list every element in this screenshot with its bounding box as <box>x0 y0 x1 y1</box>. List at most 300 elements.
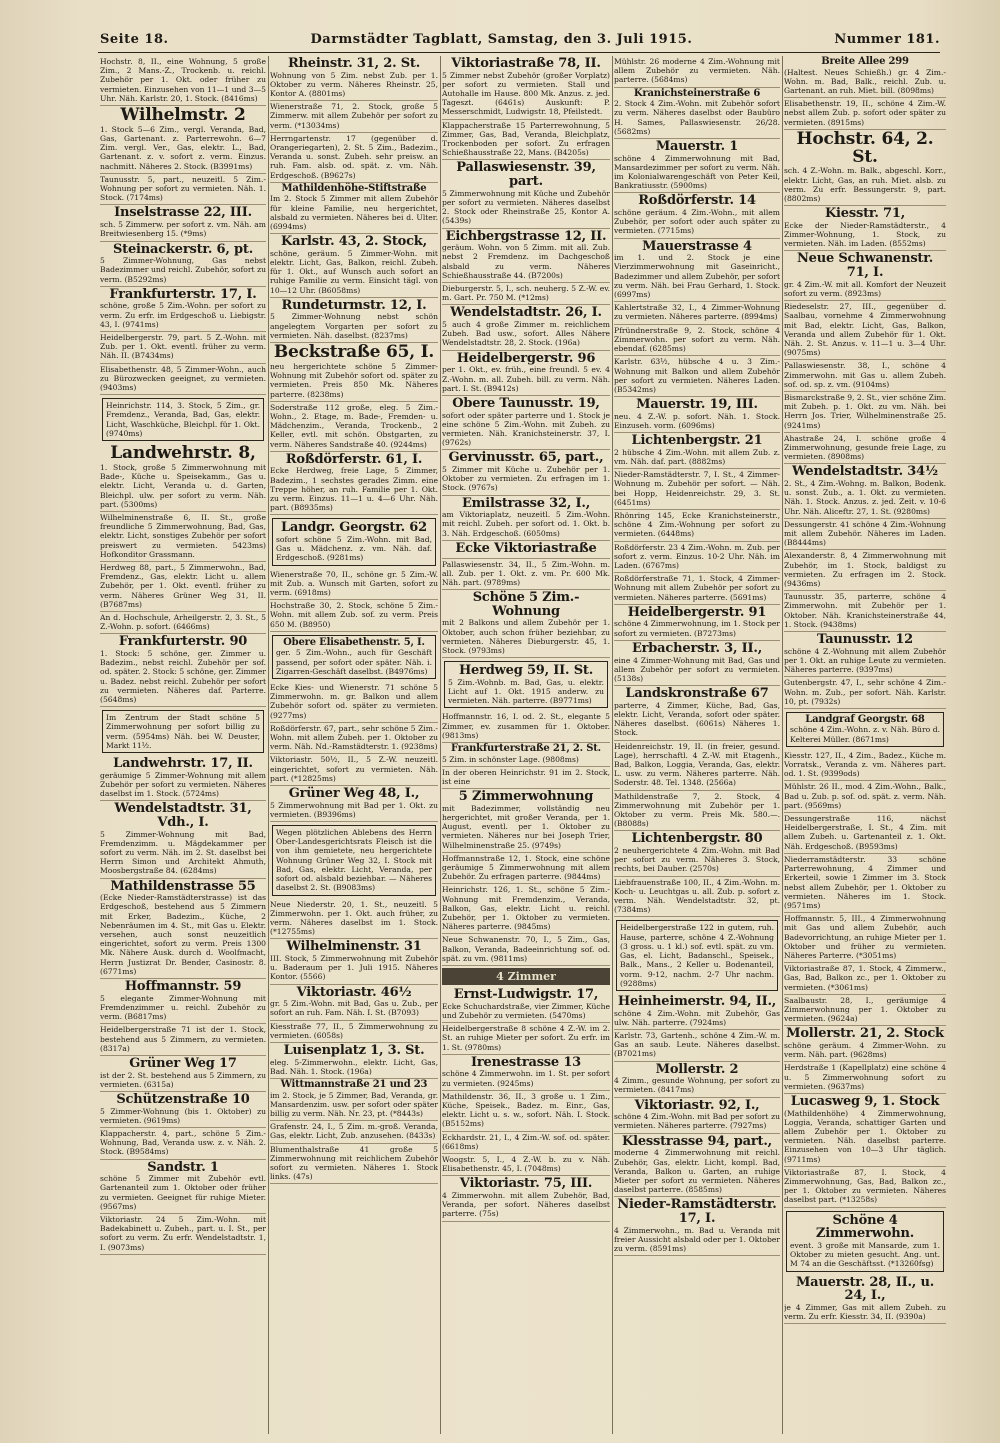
classified-ad <box>614 791 780 832</box>
ad-column-4 <box>614 56 780 1436</box>
ad-text: Heinrichstr. 126, 1. St., schöne 5 Zim.-Wohnung mit Fremdenzim., Veranda, Balkon, Gas, elektr. Licht u. reichl. Zubehör, per 1. Oktober zu vermieten. Näheres parterre. (9845ms) <box>442 885 610 932</box>
classified-ad <box>442 1091 610 1132</box>
classified-ad <box>614 573 780 605</box>
ad-text: Pallaswiesenstr. 38, I., schöne 4 Zimmerwohn. mit Gas u. allem Zubeh. sof. od. sp. z. vm. (9104ms) <box>784 361 946 389</box>
classified-ad <box>100 756 266 801</box>
ad-text: ger. 5 Zim.-Wohn., auch für Geschäft passend, per sofort oder später. Näh. i. Zigarren-Geschäft daselbst. (B4976ms) <box>276 648 432 676</box>
classified-ad <box>442 1023 610 1055</box>
ad-text: gr. 4 Zim.-W. mit all. Komfort der Neuzeit sofort zu verm. (8923ms) <box>784 279 946 298</box>
classified-ad <box>100 1092 266 1128</box>
ad-heading: Kiesstr. 71, <box>824 206 906 222</box>
classified-ad <box>100 801 266 878</box>
ad-heading: Grüner Weg 48, I., <box>288 786 420 802</box>
ad-text: Grafenstr. 24, I., 5 Zim. m.-groß. Veranda, Gas, elektr. Licht, Zub. anzusehen. (8433s) <box>270 1122 438 1141</box>
ad-text: 5 Zimmerwohnung mit Küche und Zubehör per sofort zu vermieten. Näheres daselbst 2. Stock oder Rheinstraße 25, Kontor A. (5439s) <box>442 188 610 226</box>
classified-ad <box>442 711 610 743</box>
classified-ad <box>614 510 780 542</box>
ad-text: Neue Niederstr. 20, 1. St., neuzeitl. 5 Zimmerwohn. per 1. Okt. auch früher, zu verm. Näheres daselbst im 1. Stock. (*12755ms) <box>270 899 438 937</box>
ad-text: Roßdörferstraße 71, 1. Stock, 4 Zimmer-Wohnung mit allem Zubehör per sofort zu vermieten. Näheres parterre. (5691ms) <box>614 574 780 602</box>
ad-heading: Mollerstr. 2 <box>655 1061 739 1077</box>
classified-ad <box>784 591 946 632</box>
ad-text: (Haltest. Neues Schießh.) gr. 4 Zim.-Wohn. m. Bad, Balk., reichl. Zub. u. Gartenant. an ruh. Miet. bill. (8098ms) <box>784 67 946 95</box>
column-divider <box>440 56 441 1434</box>
ad-text: schöne 5 Zimmer mit Zubehör evtl. Gartenanteil zum 1. Oktober oder früher zu vermieten. Geeignet für ruhige Mieter. (9567ms) <box>100 1174 266 1211</box>
ad-text: Kiesstraße 77, II., 5 Zimmerwohnung zu vermieten. (6058s) <box>270 1021 438 1040</box>
ad-heading: Mollerstr. 21, 2. Stock <box>786 1026 944 1042</box>
ad-text: Saalbaustr. 28, I., geräumige 4 Zimmerwohnung per 1. Oktober zu vermieten. (9624a) <box>784 995 946 1024</box>
ad-text: 4 Zimm., gesunde Wohnung, per sofort zu vermieten. (8417ms) <box>614 1076 780 1095</box>
ad-text: Hochstr. 8, II., eine Wohnung, 5 große Zim., 2 Mans.-Z., Trockenb. u. reichl. Zubehör per 1. Okt. oder früher zu vermieten. Einzusehen von 11—1 und 3—5 Uhr. Näh. Karlstr. 20, 1. Stock. (8416ms) <box>100 57 266 103</box>
classified-ad <box>272 635 436 679</box>
ad-text: 2 neuhergerichtete 4 Zim.-Wohn. mit Bad per sofort zu verm. Näheres 3. Stock, rechts, bei Dauber. (2570s) <box>614 846 780 874</box>
ad-text: III. Stock, 5 Zimmerwohnung mit Zubehör u. Baderaum per 1. Juli 1915. Näheres Kontor. (5566) <box>270 953 438 982</box>
classified-ad <box>270 402 438 452</box>
classified-ad <box>442 305 610 350</box>
classified-ad <box>100 242 266 287</box>
classified-ad <box>442 496 610 541</box>
ad-text: Ecke Herdweg, freie Lage, 5 Zimmer, Badezim., 1 sechstes gerades Zimm. eine Treppe höher, an ruh. Familie per 1. Okt. zu verm. Einzus. 11—1 u. 4—6 Uhr. Näh. part. (B8935ms) <box>270 466 438 513</box>
ad-text: schöne 4 Zimmerwohnung mit Bad, Mansardezimmer per sofort zu verm. Näh. im Kolonialwarengeschäft von Peter Keil, Bankratiusstr. (5900ms) <box>614 153 780 191</box>
ad-heading: Lichtenbergstr. 80 <box>631 831 763 847</box>
classified-ad <box>270 101 438 133</box>
classified-ad <box>784 995 946 1027</box>
page-header <box>100 28 940 50</box>
ad-heading: Frankfurterstr. 17, I. <box>109 286 257 302</box>
classified-ad <box>442 56 610 120</box>
classified-ad <box>270 600 438 632</box>
classified-ad <box>442 559 610 591</box>
ad-text: Viktoriastr. 24 5 Zim.-Wohn. mit Badekabinett u. Zubeh., part. u. I. St., per sofort zu verm. Zu erfr. Wendelstadtstr. 1, I. (9073ms) <box>100 1215 266 1252</box>
ad-text: 5 Zim.-Wohnb. m. Bad, Gas, u. elektr. Licht auf 1. Okt. 1915 anderw. zu vermieten. Näh. parterre. (B9771ms) <box>448 677 604 706</box>
ad-text: Ahastraße 24, I. schöne große 4 Zimmerwohnung, gesunde freie Lage, zu vermieten. (8908ms) <box>784 433 946 462</box>
ad-text: Riedeselstr. 27, III., gegenüber d. Saalbau, vornehme 4 Zimmerwohnung mit Bad, elektr. Licht, Gas, Balkon, Veranda und allem Zubehör für 1. Okt. Näh. 2. St. Anzus. v. 11—1 u. 3—4 Uhr. (9075ms) <box>784 302 946 358</box>
ad-text: 5 elegante Zimmer-Wohnung mit Fremdenzimmer u. reichl. Zubehör zu verm. (B6817ms) <box>100 993 266 1022</box>
classified-ad <box>270 452 438 516</box>
ad-text: Im Zentrum der Stadt schöne 5 Zimmerwohnung per sofort billig zu verm. (5954ms) Näh. bei W. Deuster, Markt 11¹⁄₂. <box>106 713 260 750</box>
ad-text: Blumenthalstraße 41 große 5 Zimmerwohnung mit reichlichem Zubehör sofort zu vermieten. Näheres 1. Stock links. (47s) <box>270 1144 438 1182</box>
classified-ad <box>614 542 780 574</box>
classified-ad <box>784 1094 946 1167</box>
ad-text: per 1. Okt., ev. früh., eine freundl. 5 ev. 4 Z.-Wohn. m. all. Zubeh. bill. zu verm. Näh. part. I. St. (B9412s) <box>442 365 610 393</box>
ad-heading: Obere Taunusstr. 19, <box>452 395 600 411</box>
classified-ad <box>786 1211 944 1272</box>
classified-ad <box>100 1214 266 1255</box>
classified-ad <box>270 183 438 234</box>
ad-text: Neue Schwanenstr. 70, I., 5 Zim., Gas, Balkon, Veranda, Badeeinrichtung sof. od. spät. zu vm. (9811ms) <box>442 935 610 963</box>
ad-text: im 2. Stock, je 5 Zimmer, Bad, Veranda, gr. Mansardenzim. usw. per sofort oder später billig zu verm. Näh. Nr. 23, pt. (*8443s) <box>270 1090 438 1118</box>
classified-ad <box>270 56 438 101</box>
classified-ad <box>784 130 946 207</box>
ad-heading: Rheinstr. 31, 2. St. <box>287 56 421 71</box>
classified-ad <box>784 251 946 301</box>
ad-text: Mühlstr. 26 II., mod. 4 Zim.-Wohn., Balk., Bad u. Zub. p. sof. od. spät. z. verm. Näh. part. (9569ms) <box>784 782 946 810</box>
classified-ad <box>614 469 780 510</box>
ad-text: geräumige 5 Zimmer-Wohnung mit allem Zubehör per sofort zu vermieten. Näheres daselbst im 1. Stock. (5724ms) <box>100 770 266 799</box>
ad-text: Herrngartenstr. 17 (gegenüber d. Orangeriegarten), 2. St. 5 Zim., Badezim., Veranda u. sonst. Zubeh. sehr preisw. an ruh. Fam. alsb. od. spät. z. vm. Näh. Erdgeschoß. (B9627s) <box>270 133 438 180</box>
classified-ad <box>784 433 946 465</box>
ad-text: Hochstraße 30, 2. Stock, schöne 5 Zim.-Wohn. mit allem Zub. sof. zu verm. Preis 650 M. (B8950) <box>270 601 438 629</box>
classified-ad <box>784 1026 946 1062</box>
ad-heading: Erbacherstr. 3, II., <box>631 640 763 656</box>
classified-ad <box>616 920 778 990</box>
ad-heading: Irenestrasse 13 <box>470 1054 582 1070</box>
ad-text: (Ecke Nieder-Ramstädterstrasse) ist das Erdgeschoß, bestehend aus 5 Zimmern mit Erker, Badezim., Küche, 2 Nebenräumen im 4. St., mit Gas u. Elektr. versehen, auch sonst neuzeitlich eingerichtet, sofort zu verm. Preis 1300 Mk. Nähere Ausk. durch d. Woolfmacht, Herrn Justizrat Dr. Bender, Casinostr. 8. (6771ms) <box>100 893 266 976</box>
classified-ad <box>100 56 266 106</box>
ad-text: Liebfrauenstraße 100, II., 4 Zim.-Wohn. m. Koch- u. Leuchtgas u. all. Zub. p. sofort z. verm. Näh. Wendelstadtstr. 32, pt. (7384ms) <box>614 877 780 915</box>
ad-text: schöne 4 Zimmerwohn. im 1. St. per sofort zu vermieten. (9245ms) <box>442 1069 610 1088</box>
classified-ad <box>270 939 438 984</box>
ad-text: sofort schöne 5 Zim.-Wohn. mit Bad, Gas u. Mädchenz. z. vm. Näh. daf. Erdgeschoß. (9281ms) <box>276 535 432 563</box>
ad-heading: Viktoriastr. 92, I., <box>634 1097 760 1113</box>
ad-heading: Schützenstraße 10 <box>116 1091 250 1107</box>
ad-text: Heidelbergerstraße 71 ist der 1. Stock, bestehend aus 5 Zimmern, zu vermieten. (8317a) <box>100 1025 266 1053</box>
ad-text: schöne 4 Zimmerwohnung, im 1. Stock per sofort zu vermieten. (B7273ms) <box>614 619 780 638</box>
ad-text: Roßdörferstr. 67, part., sehr schöne 5 Zim.-Wohn. mit allem Zubeh. per 1. Oktober zu verm. Näh. Nd.-Ramstädterstr. 1. (9238ms) <box>270 723 438 752</box>
ad-text: 2. Stock 4 Zim.-Wohn. mit Zubehör sofort zu verm. Näheres daselbst oder Baubüro H. Sames, Pallaswiesenstr. 26/28. (5682ms) <box>614 99 780 136</box>
ad-heading: Taunusstr. 12 <box>816 632 914 648</box>
ad-text: Heidelbergerstraße 8 schöne 4 Z.-W. im 2. St. an ruhige Mieter per sofort. Zu erfr. im 1. St. (9780ms) <box>442 1024 610 1052</box>
classified-ad <box>614 433 780 469</box>
classified-ad <box>270 754 438 786</box>
ad-text: 5 Zimmer mit Küche u. Zubehör per 1. Oktober zu vermieten. Zu erfragen im 1. Stock. (9767s) <box>442 465 610 493</box>
ad-text: 4 Zimmerwohn., m. Bad u. Veranda mit freier Aussicht alsbald oder per 1. Oktober zu verm. (8591ms) <box>614 1225 780 1253</box>
classified-ad <box>614 741 780 791</box>
classified-ad <box>272 518 436 565</box>
ad-heading: Hochstr. 64, 2. St. <box>796 128 934 167</box>
classified-ad <box>442 1176 610 1221</box>
section-heading: 4 Zimmer <box>442 968 610 985</box>
ad-text: Im 2. Stock 5 Zimmer mit allem Zubehör für kleine Familie, neu hergerichtet, alsbald zu vermieten. Näheres bei d. Ulter. (6994ms) <box>270 194 438 231</box>
ad-heading: Landskronstraße 67 <box>625 686 769 702</box>
ad-text: mit Badezimmer, vollständig neu hergerichtet, mit großer Veranda, per 1. August, eventl. per 1. Oktober zu vermieten. Näheres nur bei Joseph Trier, Wilhelminenstraße 25. (9749s) <box>442 803 610 850</box>
ad-text: Mathildenstr. 36, II., 3 große u. 1 Zim., Küche, Speisek., Badez. m. Einr., Gas, elektr. Licht u. s. w., sofort. Näh. I. Stock. (B5152ms) <box>442 1091 610 1129</box>
ad-heading: Heinheimerstr. 94, II., <box>617 993 777 1009</box>
ad-text: Kiesstr. 127, II., 4 Zim., Badez., Küche m. Vorratsk., Veranda z. vm. Näheres part. od. 1. St. (9399ods) <box>784 750 946 779</box>
ad-heading: Wilhelminenstr. 31 <box>286 939 422 955</box>
ad-heading: 5 Zimmerwohnung <box>458 789 594 805</box>
ad-text: Gutenbergstr. 47, I., sehr schöne 4 Zim.-Wohn. m. Zub., per sofort. Näh. Karlstr. 10, pt. (7932s) <box>784 678 946 706</box>
classified-ad <box>784 963 946 995</box>
ad-column-2 <box>270 56 438 1436</box>
classified-ad <box>784 550 946 591</box>
ad-text: 5 Zim. in schönster Lage. (9808ms) <box>442 754 579 764</box>
ad-heading: Lucasweg 9, 1. Stock <box>790 1094 940 1109</box>
ad-text: Herdstraße 1 (Kapellplatz) eine schöne 4 u. 5 Zimmerwohnung sofort zu vermieten. (9637ms) <box>784 1063 946 1091</box>
classified-ad <box>102 710 264 753</box>
ad-heading: Wilhelmstr. 2 <box>120 105 246 126</box>
ad-heading: Roßdörferstr. 61, I. <box>285 451 423 467</box>
ad-text: Eckhardstr. 21, I., 4 Zim.-W. sof. od. später. (6618ms) <box>442 1132 610 1151</box>
ad-heading: Viktoriastraße 78, II. <box>451 56 601 71</box>
ad-text: schöne 4 Zim.-Wohn. mit Zubehör, Gas ulw. Näh. parterre. (7924ms) <box>614 1008 780 1027</box>
ad-text: Mathildenstraße 7, 2. Stock, 4 Zimmerwohnung mit Zubehör per 1. Oktober zu verm. Preis Mk. 580.—. (B8088s) <box>614 791 780 829</box>
classified-ad <box>100 174 266 206</box>
ad-heading: Kranichsteinerstraße 6 <box>633 87 761 99</box>
ad-text: Pfründnerstraße 9, 2. Stock, schöne 4 Zimmerwohn. per sofort zu verm. Näh. ebendaf. (6285ms) <box>614 325 780 354</box>
ad-text: Niederramstädterstr. 33 schöne Parterrewohnung, 4 Zimmer und Erkerteil, sowie 1 Zimmer im 3. Stock nebst allem Zubehör, per 1. Oktober zu vermieten. Näheres im 1. Stock. (9571ms) <box>784 854 946 910</box>
ad-text: sofort oder später parterre und 1. Stock je eine schöne 5 Zim.-Wohn. mit Zubeh. zu vermieten. Näh. Kranichsteinerstr. 37, I. (9762s) <box>442 410 610 448</box>
ad-text: 5 Zimmer-Wohnung mit Bad, Fremdenzimm. u. Mägdekammer per sofort zu verm. Näh. im 2. St. daselbst bei Herrn Simon und Architekt Ahmuth, Moosbergstraße 84. (6284ms) <box>100 829 266 876</box>
classified-ad <box>100 1056 266 1092</box>
ad-text: Karlstr. 63¹⁄₂, hübsche 4 u. 3 Zim.-Wohnung mit Balkon und allem Zubehör per sofort zu vermieten. Näheres Laden. (B5342ms) <box>614 357 780 394</box>
classified-ad <box>442 160 610 228</box>
ad-text: ist der 2. St. bestehend aus 5 Zimmern, zu vermieten. (6315a) <box>100 1070 266 1089</box>
ad-text: Wilhelminenstraße 6, II. St., große freundliche 5 Zimmerwohnung, Bad, Gas, elektr. Licht, sonstiges Zubehör per sofort preiswert zu vermieten. 5423ms) Hofkonditor Grassmann. <box>100 512 266 559</box>
classified-ad <box>100 332 266 364</box>
ad-heading: Mauerstr. 1 <box>655 138 739 154</box>
ad-text: geräum. Wohn. von 5 Zimm. mit all. Zub. nebst 2 Fremdenz. im Dachgeschoß alsbald zu verm. Näheres Schießhausstraße 44. (B7200s) <box>442 243 610 280</box>
classified-ad <box>784 1062 946 1094</box>
classified-ad <box>100 106 266 174</box>
ad-text: Soderstraße 112 große, eleg. 5 Zim.-Wohn., 2. Etage, m. Bade-, Fremden- u. Mädchenzim., Veranda, Trockenb., 2 Keller, evtl. mit schön. Obstgarten, zu verm. Näheres Sandstraße 40. (9244ms) <box>270 402 438 449</box>
classified-ad <box>614 1030 780 1062</box>
ad-heading: Landgraf Georgstr. 68 <box>805 713 925 725</box>
ad-text: sch. 4 Z.-Wohn. m. Balk., abgeschl. Korr., elektr. Licht, Gas, an ruh. Miet. alsb. zu verm. Zu erfr. Bessungerstr. 9, part. (8802ms) <box>784 166 946 204</box>
classified-ad <box>270 569 438 601</box>
ad-text: sch. 5 Zimmerw. per sofort z. vm. Näh. am Breitwiesenberg 15. (*9ms) <box>100 220 266 239</box>
ad-text: Wohnung von 5 Zim. nebst Zub. per 1. Oktober zu verm. Näheres Rheinstr. 25, Kontor A. (8801ms) <box>270 70 438 99</box>
ad-heading: Inselstrasse 22, III. <box>114 205 252 221</box>
classified-ad <box>614 1098 780 1134</box>
ad-heading: Wendelstadtstr. 26, I. <box>450 305 602 321</box>
ad-text: am Viktoriaplatz, neuzeitl. 5 Zim.-Wohn. mit reichl. Zubeh. per sofort od. 1. Okt. b. 3. Näh. Erdgeschoß. (6050ms) <box>442 510 610 538</box>
ad-heading: Grüner Weg 17 <box>129 1055 237 1071</box>
classified-ad <box>270 133 438 183</box>
ad-heading: Steinackerstr. 6, pt. <box>112 241 254 257</box>
classified-ad <box>442 1132 610 1154</box>
classified-ad <box>784 1275 946 1325</box>
ad-text: Viktoriastraße 87, 1. Stock, 4 Zimmerw., Gas, Bad, Balkon zc., per 1. Oktober zu vermieten. (*3061ms) <box>784 964 946 992</box>
classified-ad <box>614 994 780 1030</box>
ad-heading: Schöne 4 Zimmerwohn. <box>815 1212 915 1242</box>
ad-text: Wienerstraße 71, 2. Stock, große 5 Zimmerw. mit allem Zubehör per sofort zu verm. (*13034ms) <box>270 102 438 130</box>
classified-ad <box>784 854 946 913</box>
classified-ad <box>100 1024 266 1056</box>
classified-ad <box>270 1079 438 1121</box>
issue-number: Nummer 181. <box>834 31 940 47</box>
classified-ad <box>270 1144 438 1185</box>
classified-ad <box>442 934 610 966</box>
classified-ad <box>100 879 266 979</box>
ad-text: schöne 4 Zim.-Wohn. z. v. Näh. Büro d. Kelterei Müller. (8671ms) <box>790 725 940 744</box>
classified-ad <box>270 343 438 402</box>
classified-ad <box>614 397 780 433</box>
ad-text: Viktoriastr. 50¹⁄₂, II., 5 Z.-W. neuzeitl. eingerichtet, sofort zu vermieten. Näh. part. (*12825ms) <box>270 755 438 783</box>
classified-ad <box>784 206 946 251</box>
ad-text: 2 hübsche 4 Zim.-Wohn. mit allem Zub. z. vm. Näh. daf. part. (8882ms) <box>614 447 780 466</box>
classified-ad <box>100 979 266 1024</box>
ad-text: schöne, geräum. 5 Zimmer-Wohn. mit elektr. Licht, Gas, Balkon, reichl. Zubeh. für 1. Okt., auf Wunsch auch sofort an ruhige Familie zu verm. Einsicht tägl. von 10—12 Uhr. (B6058ms) <box>270 248 438 295</box>
ad-text: Hoffmannstr. 16, I. od. 2. St., elegante 5 Zimmer, ev. zusammen für 1. Oktober. (9813ms) <box>442 712 610 740</box>
ad-text: moderne 4 Zimmerwohnung mit reichl. Zubehör, Gas, elektr. Licht, kompl. Bad, Veranda, Balkon u. Garten, an ruhige Mieter per sofort zu vermieten. Näheres daselbst parterre. (8585ms) <box>614 1148 780 1195</box>
ad-text: Pallaswiesenstr. 34, II., 5 Zim.-Wohn. m. all. Zub. per 1. Okt. z. vm. Pr. 600 Mk. Näh. part. (9789ms) <box>442 559 610 587</box>
ad-heading: Wittmannstraße 21 und 23 <box>280 1079 428 1091</box>
ad-text: Taunusstr. 35, parterre, schöne 4 Zimmerwohn. mit Zubehör per 1. Oktober. Näh. Kranichsteinerstraße 44, 1. Stock. (9438ms) <box>784 592 946 629</box>
ad-heading: Mauerstrasse 4 <box>642 238 752 254</box>
classified-ad <box>100 562 266 612</box>
classified-ad <box>784 98 946 130</box>
classified-ad <box>270 723 438 755</box>
ad-text: Heidelbergerstr. 79, part. 5 Z.-Wohn. mit Zub. per 1. Okt. eventl. früher zu verm. Näh. II. (B7434ms) <box>100 333 266 361</box>
ad-text: Bismarckstraße 9, 2. St., vier schöne Zim. mit Zubeh. p. 1. Okt. zu vm. Näh. bei Herrn Jos. Trier, Wilhelminenstraße 25. (9241ms) <box>784 392 946 430</box>
classified-ad <box>784 519 946 551</box>
ad-heading: Rundeturmstr. 12, I. <box>281 297 427 313</box>
classified-ad <box>614 193 780 238</box>
ad-text: neu hergerichtete schöne 5 Zimmer-Wohnung mit Zubehör sofort od. später zu vermieten. Preis 850 Mk. Näheres parterre. (8238ms) <box>270 361 438 399</box>
ad-heading: Hoffmannstr. 59 <box>124 979 242 995</box>
classified-ad <box>270 899 438 940</box>
classified-ad <box>614 139 780 193</box>
ad-text: Klappacherstr. 4, part., schöne 5 Zim.-Wohnung, Bad, Veranda usw. z. v. Näh. 2. Stock. (B9584ms) <box>100 1129 266 1157</box>
ad-text: je 4 Zimmer, Gas mit allem Zubeh. zu verm. Zu erfr. Kiesstr. 34, II. (9390a) <box>784 1302 946 1322</box>
ad-text: Dieburgerstr. 5, I., sch. neuherg. 5 Z.-W. ev. m. Gart. Pr. 750 M. (*12ms) <box>442 284 610 303</box>
ad-text: 5 Zimmer-Wohnung, Gas nebst Badezimmer und reichl. Zubehör, sofort zu verm. (B5292ms) <box>100 256 266 284</box>
classified-ad <box>270 985 438 1021</box>
ad-text: Heinrichstr. 114, 3. Stock, 5 Zim., gr. Fremdenz., Veranda, Bad, Gas, elektr. Licht, Waschküche, Bleichpl. für 1. Okt. (9740ms) <box>106 401 260 438</box>
ad-text: Elisabethenstr. 19, II., schöne 4 Zim.-W. nebst allem Zub. p. sofort oder später zu vermieten. (8915ms) <box>784 99 946 127</box>
classified-ad <box>442 884 610 934</box>
classified-ad <box>614 302 780 324</box>
ad-text: Heidelbergerstraße 122 in gutem, ruh. Hause, parterre, schöne 4 Z.-Wohnung (3 gross. u. 1 kl.) sof. evtl. spät. zu vm. Gas, el. Licht, Badanschl., Speisek., Balk., Mans., 2 Keller u. Bodenanteil, vorm. 9-12, nachm. 2-7 Uhr nachm. (9288ms) <box>620 923 774 988</box>
ad-column-1 <box>100 56 266 1436</box>
ad-text: 1. Stock: 5 schöne, ger. Zimmer u. Badezim., nebst reichl. Zubehör per sof. od. später. 2. Stock: 5 schöne, ger. Zimmer u. Badez. nebst reichl. Zubehör per sofort zu vermieten. Näheres daf. Parterre. (5648ms) <box>100 649 266 705</box>
classified-ad <box>270 1121 438 1143</box>
column-divider <box>782 56 783 1434</box>
classified-ad <box>100 444 266 512</box>
ad-text: Roßdörferstr. 23 4 Zim.-Wohn. m. Zub. per sofort z. verm. Einzus. 10-2 Uhr. Näh. im Laden. (6767ms) <box>614 542 780 571</box>
classified-ad <box>614 605 780 641</box>
classified-ad <box>100 205 266 241</box>
classified-ad <box>100 1128 266 1160</box>
ad-heading: Herdweg 59, II. St. <box>458 663 594 679</box>
ad-heading: Luisenplatz 1, 3. St. <box>283 1043 425 1059</box>
ad-column-5 <box>784 56 946 1436</box>
classified-ad <box>442 987 610 1023</box>
classified-ad <box>102 398 264 441</box>
classified-ad <box>784 392 946 433</box>
ad-heading: Gervinusstr. 65, part., <box>448 450 604 466</box>
classified-ad <box>784 813 946 854</box>
ad-heading: Heidelbergerstr. 96 <box>456 350 596 366</box>
ad-text: An d. Hochschule, Arheilgerstr. 2, 3. St., 5 Z.-Wohn. p. sofort. (6466ms) <box>100 612 266 632</box>
ad-text: 5 Zimmer-Wohnung nebst schön angelegtem Vorgarten per sofort zu vermieten. Näh. daselbst. (8237ms) <box>270 312 438 340</box>
classified-ad <box>784 1167 946 1208</box>
ad-text: Nieder-Ramstädterstr. 7, I. St., 4 Zimmer-Wohnung m. Zubehör per sofort. — Näh. bei Hopp, Heidenreichstr. 29, 3. St. (6451ms) <box>614 470 780 507</box>
classified-ad <box>100 512 266 562</box>
ad-heading: Emilstrasse 32, I., <box>461 495 591 511</box>
ad-text: schöne 4 Z.-Wohnung mit allem Zubehör per 1. Okt. an ruhige Leute zu vermieten. Näheres parterre. (9397ms) <box>784 646 946 675</box>
ad-text: im 1. und 2. Stock je eine Vierzimmerwohnung mit Gaseinricht., Badezimmer und allem Zubehör, per sofort zu verm. Näh. bei Frau Gerhard, 1. Stock. (6997ms) <box>614 253 780 300</box>
classified-ad <box>442 767 610 789</box>
classified-ad <box>784 464 946 518</box>
ad-heading: Neue Schwanenstr. 71, I. <box>796 251 934 281</box>
classified-ad <box>270 786 438 822</box>
ad-text: 4 Zimmerwohn. mit allem Zubehör, Bad, Veranda, per sofort. Näheres daselbst parterre. (75s) <box>442 1191 610 1219</box>
classified-ad <box>784 750 946 782</box>
classified-ad <box>442 590 610 658</box>
ad-text: gr. 5 Zim.-Wohn. mit Bad, Gas u. Zub., per sofort an ruh. Fam. Näh. I. St. (B7093) <box>270 999 438 1018</box>
classified-ad <box>270 234 438 298</box>
ad-text: schöne geräum. 4 Zimmer-Wohn. zu verm. Näh. part. (9628ms) <box>784 1040 946 1060</box>
classified-ad <box>100 287 266 332</box>
classified-ad <box>442 229 610 283</box>
ad-text: Elisabethenstr. 48, 5 Zimmer-Wohn., auch zu Bürozwecken geeignet, zu vermieten. (9403ms) <box>100 364 266 393</box>
ad-heading: Wendelstadtstr. 31, Vdh., I. <box>114 801 252 830</box>
ad-heading: Viktoriastr. 46¹⁄₂ <box>296 984 412 1000</box>
classified-ad <box>270 1021 438 1043</box>
classified-ad <box>614 1062 780 1098</box>
ad-heading: Frankfurterstraße 21, 2. St. <box>451 743 601 755</box>
ad-text: Ecke der Nieder-Ramstädterstr., 4 Zimmer-Wohnung, 1. Stock, zu vermieten. Näh. im Laden. (8552ms) <box>784 220 946 249</box>
ad-heading: Frankfurterstr. 90 <box>118 634 248 650</box>
ad-text: schöne, große 5 Zim.-Wohn. per sofort zu verm. Zu erfr. im Erdgeschoß u. Liebigstr. 43, I. (9741ms) <box>100 301 266 329</box>
ad-text: 2. St., 4 Zim.-Wohng. m. Balkon, Bodenk. u. sonst. Zub., a. 1. Okt. zu vermieten. Näh. 1. Stock. Anzus. z. jed. Zeit. v. 10-6 Uhr. Näh. Aliceftr. 27, 1. St. (9280ms) <box>784 479 946 516</box>
classified-ad <box>270 298 438 343</box>
classified-ad <box>272 825 436 895</box>
ad-text: Mühlstr. 26 moderne 4 Zim.-Wohnung mit allem Zubehör zu vermieten. Näh. parterre. (5684ms) <box>614 57 780 85</box>
ad-text: 5 Zimmer nebst Zubehör (großer Vorplatz) per sofort zu vermieten. Stall und Autohalle im Hause. 800 Mk. Anzus. z. jed. Tageszt. (6461s) Auskunft: P. Messerschmidt, Ludwigstr. 18, Pfeilstedt. <box>442 70 610 117</box>
ad-text: Taunusstr. 5, part., neuzeitl. 5 Zim.-Wohnung per sofort zu vermieten. Näh. 1. Stock. (7174ms) <box>100 174 266 203</box>
classified-ad <box>784 677 946 709</box>
classified-ad <box>442 789 610 853</box>
classified-ad <box>614 239 780 303</box>
ad-column-3 <box>442 56 610 1436</box>
classified-ad <box>784 913 946 963</box>
ad-text: neu. 4 Z.-W. p. sofort. Näh. 1. Stock. Einzuseh. vorm. (6096ms) <box>614 411 780 430</box>
classified-ad <box>442 1055 610 1091</box>
classified-ad <box>614 877 780 918</box>
classified-ad <box>784 56 946 98</box>
ad-heading: Mauerstr. 19, III. <box>636 397 758 413</box>
ad-text: Heidenreichstr. 19, II. (in freier, gesund. Lage), herrschaftl. 4 Z.-W. mit Etagenh., Bad, Balkon, Loggia, Veranda, Gas, elektr. L. usw. zu verm. Näheres parterre. Näh. Soderstr. 48. Tel. 1348. (2566a) <box>614 741 780 788</box>
ad-text: Wegen plötzlichen Ablebens des Herrn Ober-Landesgerichtsrats Fleisch ist die von ihm gemietete, neu hergerichtete Wohnung Grüner Weg 32, I. Stock mit Bad, Gas, elektr. Licht, Veranda, per sofort od. alsbald beziehbar. — Näheres daselbst 2. St. (B9083ms) <box>276 828 432 893</box>
classified-ad <box>442 396 610 450</box>
ad-text: parterre, 4 Zimmer, Küche, Bad, Gas, elektr. Licht, Veranda, sofort oder später. Näheres daselbst. (6061s) Näheres 1. Stock. <box>614 700 780 738</box>
ad-heading: Landwehrstr. 17, II. <box>113 756 253 772</box>
classified-ad <box>614 1134 780 1198</box>
classified-ad <box>614 88 780 139</box>
ad-heading: Pallaswiesenstr. 39, part. <box>456 160 596 190</box>
ad-text: mit 2 Balkons und allem Zubehör per 1. Oktober, auch schon früher beziehbar, zu vermieten. Näheres Dieburgerstr. 45, 1. Stock. (9793ms) <box>442 618 610 656</box>
classified-ad <box>442 283 610 305</box>
ad-heading: Karlstr. 43, 2. Stock, <box>281 234 427 250</box>
ad-text: Ecke Schuchardstraße, vier Zimmer, Küche und Zubehör zu vermieten. (5470ms) <box>442 1001 610 1020</box>
ad-heading: Heidelbergerstr. 91 <box>627 604 767 620</box>
ad-heading: Ernst-Ludwigstr. 17, <box>453 987 599 1003</box>
classified-ad <box>614 356 780 397</box>
classified-ad <box>100 634 266 707</box>
classified-ad <box>784 781 946 813</box>
ad-text: Hoffmannstr. 5, III., 4 Zimmerwohnung mit Gas und allem Zubehör, auch Badevorrichtung, an ruhige Mieter per 1. Oktober und früher zu vermieten. Näheres Parterre. (*3051ms) <box>784 914 946 960</box>
ad-text: 1. Stock, große 5 Zimmerwohnung mit Bade-, Küche u. Speisekamm., Gas u. elektr. Licht, Veranda u. d. Garten, Bleichpl. ulw. per sofort zu verm. Näh. part. (5300ms) <box>100 462 266 509</box>
classified-ad <box>614 686 780 740</box>
ad-text: eine 4 Zimmer-Wohnung mit Bad, Gas und allem Zubehör per sofort zu vermieten. (5138s) <box>614 655 780 683</box>
column-divider <box>612 56 613 1434</box>
classified-ad <box>442 450 610 495</box>
ad-heading: Viktoriastr. 75, III. <box>459 1176 593 1192</box>
classified-ad <box>784 360 946 392</box>
ad-heading: Wendelstadtstr. 34¹⁄₂ <box>792 464 938 480</box>
ad-heading: Nieder-Ramstädterstr. 17, I. <box>617 1197 777 1226</box>
classified-ad <box>442 1154 610 1176</box>
classified-ad <box>614 831 780 876</box>
classified-ad <box>270 1043 438 1079</box>
classified-ad <box>784 301 946 360</box>
classified-ad <box>614 56 780 88</box>
header-rule <box>98 52 940 53</box>
ad-text: Herdweg 88, part., 5 Zimmerwohn., Bad, Fremdenz., Gas, elektr. Licht u. allem Zubehör, per 1. Okt. eventl. früher zu verm. Näheres Grüner Weg 31, II. (B7687ms) <box>100 562 266 609</box>
ad-heading: Mathildenstrasse 55 <box>110 878 256 894</box>
